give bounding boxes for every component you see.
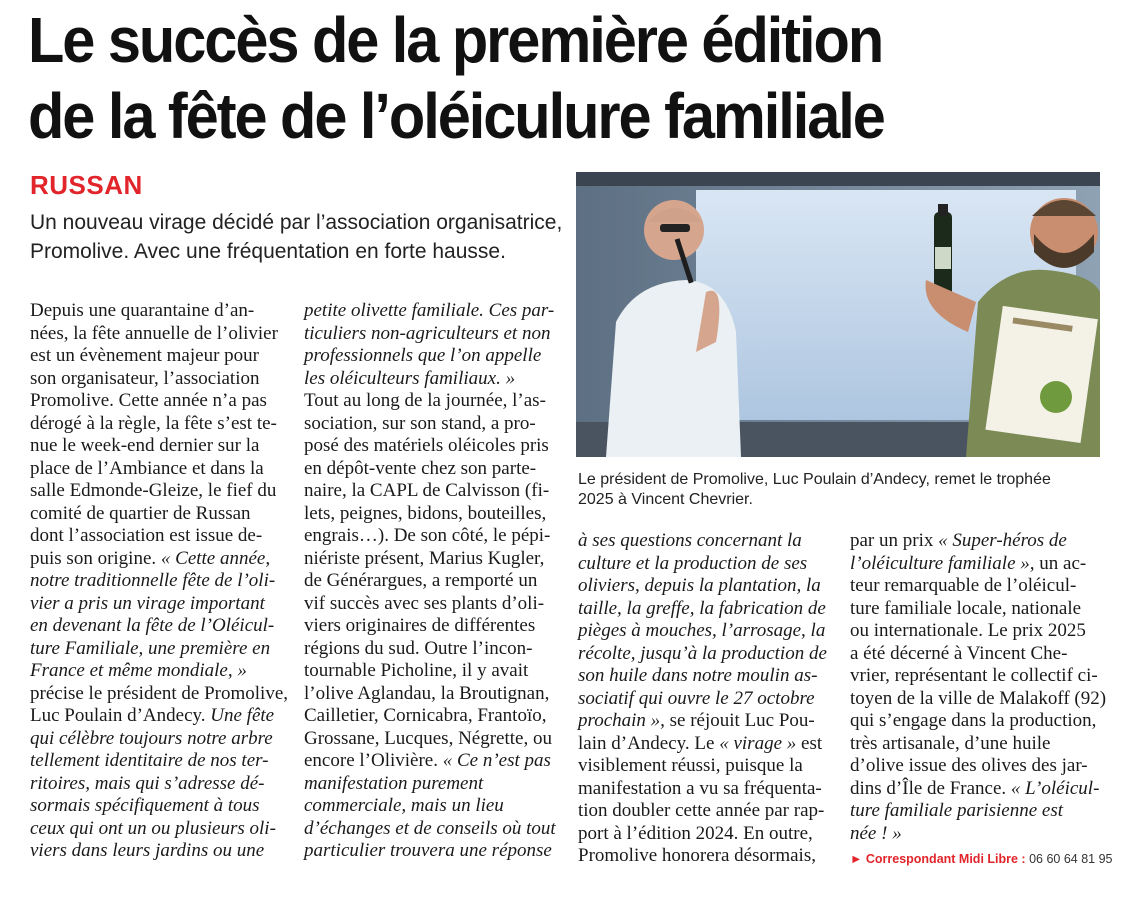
body-text: dins d’Île de France. [850, 777, 1007, 799]
body-line: très artisanale, d’une huile [850, 732, 1051, 754]
quote-text: « L’oléicul- [1010, 777, 1100, 799]
body-line [850, 530, 1105, 553]
body-line [304, 323, 559, 346]
quote-text: commerciale, mais un lieu [304, 795, 504, 816]
body-line [30, 773, 285, 796]
article-column-3 [578, 530, 833, 868]
body-line [578, 575, 833, 598]
body-line: Grossane, Lucques, Négrette, ou [304, 727, 552, 749]
headline-line-2: de la fête de l’oléiculure familiale [28, 80, 884, 152]
body-text: lain d’Andecy. Le [578, 732, 715, 754]
quote-text: récolte, jusqu’à la production de [578, 642, 827, 664]
body-text: se réjouit Luc Pou- [669, 710, 815, 731]
body-line [30, 593, 285, 616]
quote-text: pièges à mouches, l’arrosage, la [578, 620, 826, 641]
body-line: tournable Picholine, il y avait [304, 660, 529, 681]
quote-text: ceux qui ont un ou plusieurs oli- [30, 817, 276, 839]
body-line: Tout au long de la journée, l’as- [304, 390, 546, 411]
body-line [30, 818, 285, 841]
caption-line-1: Le président de Promolive, Luc Poulain d’Andecy, remet le trophée [578, 471, 1051, 488]
body-line: port à l’édition 2024. En outre, [578, 822, 813, 844]
body-line [578, 688, 833, 711]
standfirst [30, 208, 570, 266]
quote-text: professionnels que l’on appelle [304, 345, 542, 366]
body-line [578, 553, 833, 576]
body-line: régions du sud. Outre l’incon- [304, 637, 533, 659]
article-photo [576, 172, 1100, 457]
body-line [30, 728, 285, 751]
body-line [304, 300, 559, 323]
body-text: un ac- [1039, 552, 1087, 574]
quote-text: qui célèbre toujours notre arbre [30, 727, 273, 749]
quote-text: ritoires, mais qui s’adresse dé- [30, 772, 265, 794]
body-line: lets, peignes, bidons, bouteilles, [304, 502, 547, 524]
body-line: sociation, sur son stand, a pro- [304, 412, 536, 434]
body-line [304, 750, 559, 773]
body-line [304, 840, 559, 863]
quote-text: vier a pris un virage important [30, 592, 265, 614]
credit-name: Correspondant Midi Libre : [865, 852, 1026, 866]
body-line: vrier, représentant le collectif ci- [850, 665, 1098, 686]
body-line [304, 818, 559, 841]
article-column-2 [304, 300, 559, 863]
quote-text: oliviers, depuis la plantation, la [578, 575, 821, 596]
body-line: vif succès avec ses plants d’oli- [304, 592, 545, 614]
quote-text: petite olivette familiale. Ces par- [304, 300, 555, 321]
body-line: nue le week-end dernier sur la [30, 435, 260, 456]
quote-text: notre traditionnelle fête de l’oli- [30, 570, 276, 591]
quote-text: prochain », [578, 710, 665, 731]
body-line [850, 553, 1105, 576]
quote-text: en devenant la fête de l’Oléicul- [30, 615, 275, 636]
quote-text: » [237, 660, 247, 681]
body-line: est un évènement majeur pour [30, 345, 259, 366]
body-text: puis son origine. [30, 547, 157, 569]
quote-text: sormais spécifiquement à tous [30, 795, 260, 816]
quote-text: tellement identitaire de nos ter- [30, 750, 269, 771]
body-line: de Générargues, a remporté un [304, 570, 538, 591]
quote-text: à ses questions concernant la [578, 530, 802, 551]
body-line [30, 548, 285, 571]
quote-text: les oléiculteurs familiaux. » [304, 367, 516, 389]
quote-text: culture et la production de ses [578, 552, 808, 574]
body-line [578, 733, 833, 756]
body-line: dont l’association est issue de- [30, 525, 263, 546]
correspondent-credit [850, 852, 1113, 866]
body-line: en dépôt-vente chez son parte- [304, 457, 537, 479]
body-line [578, 710, 833, 733]
quote-text: particulier trouvera une réponse [304, 840, 552, 861]
body-line: naire, la CAPL de Calvisson (fi- [304, 480, 550, 501]
body-line: son organisateur, l’association [30, 367, 260, 389]
body-text: Luc Poulain d’Andecy. [30, 705, 206, 726]
article-column-4 [850, 530, 1105, 845]
body-line [578, 530, 833, 553]
body-line: Promolive. Cette année n’a pas [30, 390, 267, 411]
body-line [30, 570, 285, 593]
body-line [30, 750, 285, 773]
body-line [30, 660, 285, 683]
body-line [578, 643, 833, 666]
body-line: engrais…). De son côté, le pépi- [304, 525, 551, 546]
quote-text: née ! » [850, 822, 902, 844]
body-line: nées, la fête annuelle de l’olivier [30, 322, 278, 344]
body-line: viers originaires de différentes [304, 615, 536, 636]
quote-text: « Cette année, [160, 547, 271, 569]
photo-caption [578, 470, 1098, 510]
body-line: salle Edmonde-Gleize, le fief du [30, 480, 277, 501]
credit-phone: 06 60 64 81 95 [1029, 852, 1113, 866]
quote-text: « Super-héros de [938, 530, 1067, 551]
body-line: manifestation a vu sa fréquenta- [578, 777, 822, 799]
headline-line-1: Le succès de la première édition [28, 4, 883, 76]
body-line [304, 368, 559, 391]
body-line [304, 773, 559, 796]
body-line: toyen de la ville de Malakoff (92) [850, 687, 1107, 709]
body-line: d’olive issue des olives des jar- [850, 755, 1088, 776]
body-line [850, 800, 1105, 823]
body-line [30, 840, 285, 863]
body-line: Cailletier, Cornicabra, Frantoïo, [304, 705, 547, 726]
body-line: ture familiale locale, nationale [850, 597, 1082, 619]
body-text: encore l’Olivière. [304, 750, 438, 771]
body-line: a été décerné à Vincent Che- [850, 642, 1068, 664]
quote-text: taille, la greffe, la fabrication de [578, 597, 826, 619]
body-line: tion doubler cette année par rap- [578, 800, 825, 821]
body-line [304, 795, 559, 818]
body-line: dérogé à la règle, la fête s’est te- [30, 412, 277, 434]
body-line: posé des matériels oléicoles pris [304, 435, 549, 456]
location-label: RUSSAN [30, 170, 143, 200]
photo-illustration [576, 172, 1100, 457]
body-line [30, 615, 285, 638]
body-line [850, 823, 1105, 846]
body-line: place de l’Ambiance et dans la [30, 457, 264, 479]
body-line [30, 638, 285, 661]
quote-text: manifestation purement [304, 772, 484, 794]
standfirst-line-1: Un nouveau virage décidé par l’association organisatrice, [30, 211, 563, 234]
quote-text: Une fête [210, 705, 275, 726]
body-line: visiblement réussi, puisque la [578, 755, 803, 776]
standfirst-line-2: Promolive. Avec une fréquentation en forte hausse. [30, 240, 506, 263]
body-text: par un prix [850, 530, 934, 551]
quote-text: sociatif qui ouvre le 27 octobre [578, 687, 815, 709]
body-line [30, 795, 285, 818]
body-line [578, 598, 833, 621]
body-line [304, 345, 559, 368]
body-line: qui s’engage dans la production, [850, 710, 1097, 731]
body-line: ou internationale. Le prix 2025 [850, 620, 1086, 641]
body-line [578, 665, 833, 688]
caption-line-2: 2025 à Vincent Chevrier. [578, 491, 753, 508]
quote-text: ture familiale parisienne est [850, 800, 1064, 821]
body-line: teur remarquable de l’oléicul- [850, 575, 1077, 596]
body-line: Promolive honorera désormais, [578, 845, 816, 866]
article-column-1 [30, 300, 289, 863]
body-line [850, 778, 1105, 801]
body-line: comité de quartier de Russan [30, 502, 251, 524]
body-line [30, 705, 285, 728]
quote-text: France et même mondiale, [30, 660, 233, 681]
quote-text: d’échanges et de conseils où tout [304, 817, 556, 839]
body-line: Depuis une quarantaine d’an- [30, 300, 255, 321]
quote-text: l’oléiculture familiale », [850, 552, 1035, 574]
quote-text: viers dans leurs jardins ou une [30, 840, 265, 861]
body-line: niériste présent, Marius Kugler, [304, 547, 545, 569]
quote-text: ture Familiale, une première en [30, 637, 271, 659]
quote-text: « Ce n’est pas [442, 750, 551, 771]
quote-text: son huile dans notre moulin as- [578, 665, 818, 686]
body-line: précise le président de Promolive, [30, 682, 289, 704]
arrow-icon: ► [850, 852, 863, 866]
body-line: l’olive Aglandau, la Broutignan, [304, 682, 550, 704]
body-line [578, 620, 833, 643]
headline [28, 2, 1032, 154]
quote-text: « virage » [719, 732, 797, 754]
body-text: est [801, 732, 823, 754]
quote-text: ticuliers non-agriculteurs et non [304, 322, 551, 344]
